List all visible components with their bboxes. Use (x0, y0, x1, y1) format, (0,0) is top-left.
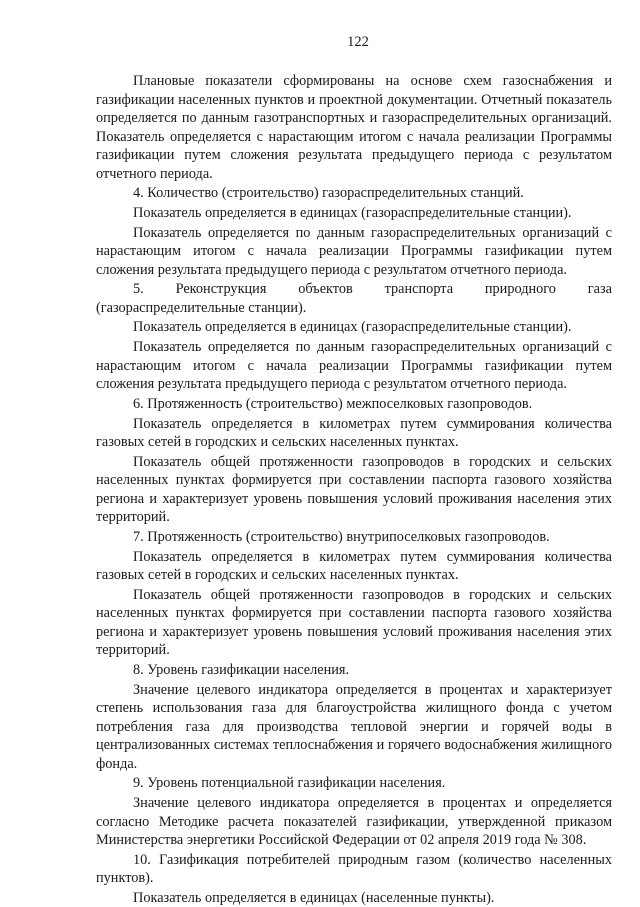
paragraph-planned-indicators: Плановые показатели сформированы на основе схем газоснабжения и газификации населенных пунктов и проектной документации. Отчетный показатель определяется по данным газотранспортных и газораспределительных организаций. Показатель определяется с нарастающим итогом с начала реализации Программы газификации путем сложения результата предыдущего периода с результатом отчетного периода. (96, 73, 612, 182)
item-7-heading: 7. Протяженность (строительство) внутрипоселковых газопроводов. (133, 528, 550, 545)
item-4-method: Показатель определяется по данным газораспределительных организаций с нарастающим итогом с начала реализации Программы газификации путем сложения результата предыдущего периода с результатом отчетного периода. (96, 224, 612, 278)
item-6-heading: 6. Протяженность (строительство) межпоселковых газопроводов. (133, 395, 533, 412)
item-5-units: Показатель определяется в единицах (газораспределительные станции). (133, 319, 572, 336)
page-number: 122 (347, 34, 369, 50)
item-5-method: Показатель определяется по данным газораспределительных организаций с нарастающим итогом с начала реализации Программы газификации путем сложения результата предыдущего периода с результатом отчетного периода. (96, 339, 612, 393)
item-8-description: Значение целевого индикатора определяется в процентах и характеризует степень использования газа для благоустройства жилищного фонда с учетом потребления газа для производства тепловой энергии и горячей воды в централизованных системах теплоснабжения и горячего водоснабжения жилищного фонда. (96, 681, 612, 772)
item-8-heading: 8. Уровень газификации населения. (133, 661, 350, 678)
item-6-description: Показатель общей протяженности газопроводов в городских и сельских населенных пунктах формируется при составлении паспорта газового хозяйства региона и характеризует уровень повышения условий проживания населения этих территорий. (96, 453, 612, 526)
item-4-units: Показатель определяется в единицах (газораспределительные станции). (133, 204, 572, 221)
item-6-units: Показатель определяется в километрах путем суммирования количества газовых сетей в городских и сельских населенных пунктах. (96, 415, 612, 450)
item-7-description: Показатель общей протяженности газопроводов в городских и сельских населенных пунктах формируется при составлении паспорта газового хозяйства региона и характеризует уровень повышения условий проживания населения этих территорий. (96, 586, 612, 659)
item-10-heading: 10. Газификация потребителей природным газом (количество населенных пунктов). (96, 851, 612, 887)
item-10-units: Показатель определяется в единицах (населенные пункты). (133, 889, 495, 906)
item-9-description: Значение целевого индикатора определяется в процентах и определяется согласно Методике расчета показателей газификации, утвержденной приказом Министерства энергетики Российской Федерации от 02 апреля 2019 года № 308. (96, 795, 612, 848)
item-5-heading: 5. Реконструкция объектов транспорта природного газа (газораспределительные станции). (96, 281, 612, 316)
item-7-units: Показатель определяется в километрах путем суммирования количества газовых сетей в городских и сельских населенных пунктах. (96, 548, 612, 584)
item-9-heading: 9. Уровень потенциальной газификации населения. (133, 775, 446, 792)
item-4-heading: 4. Количество (строительство) газораспределительных станций. (133, 185, 524, 202)
